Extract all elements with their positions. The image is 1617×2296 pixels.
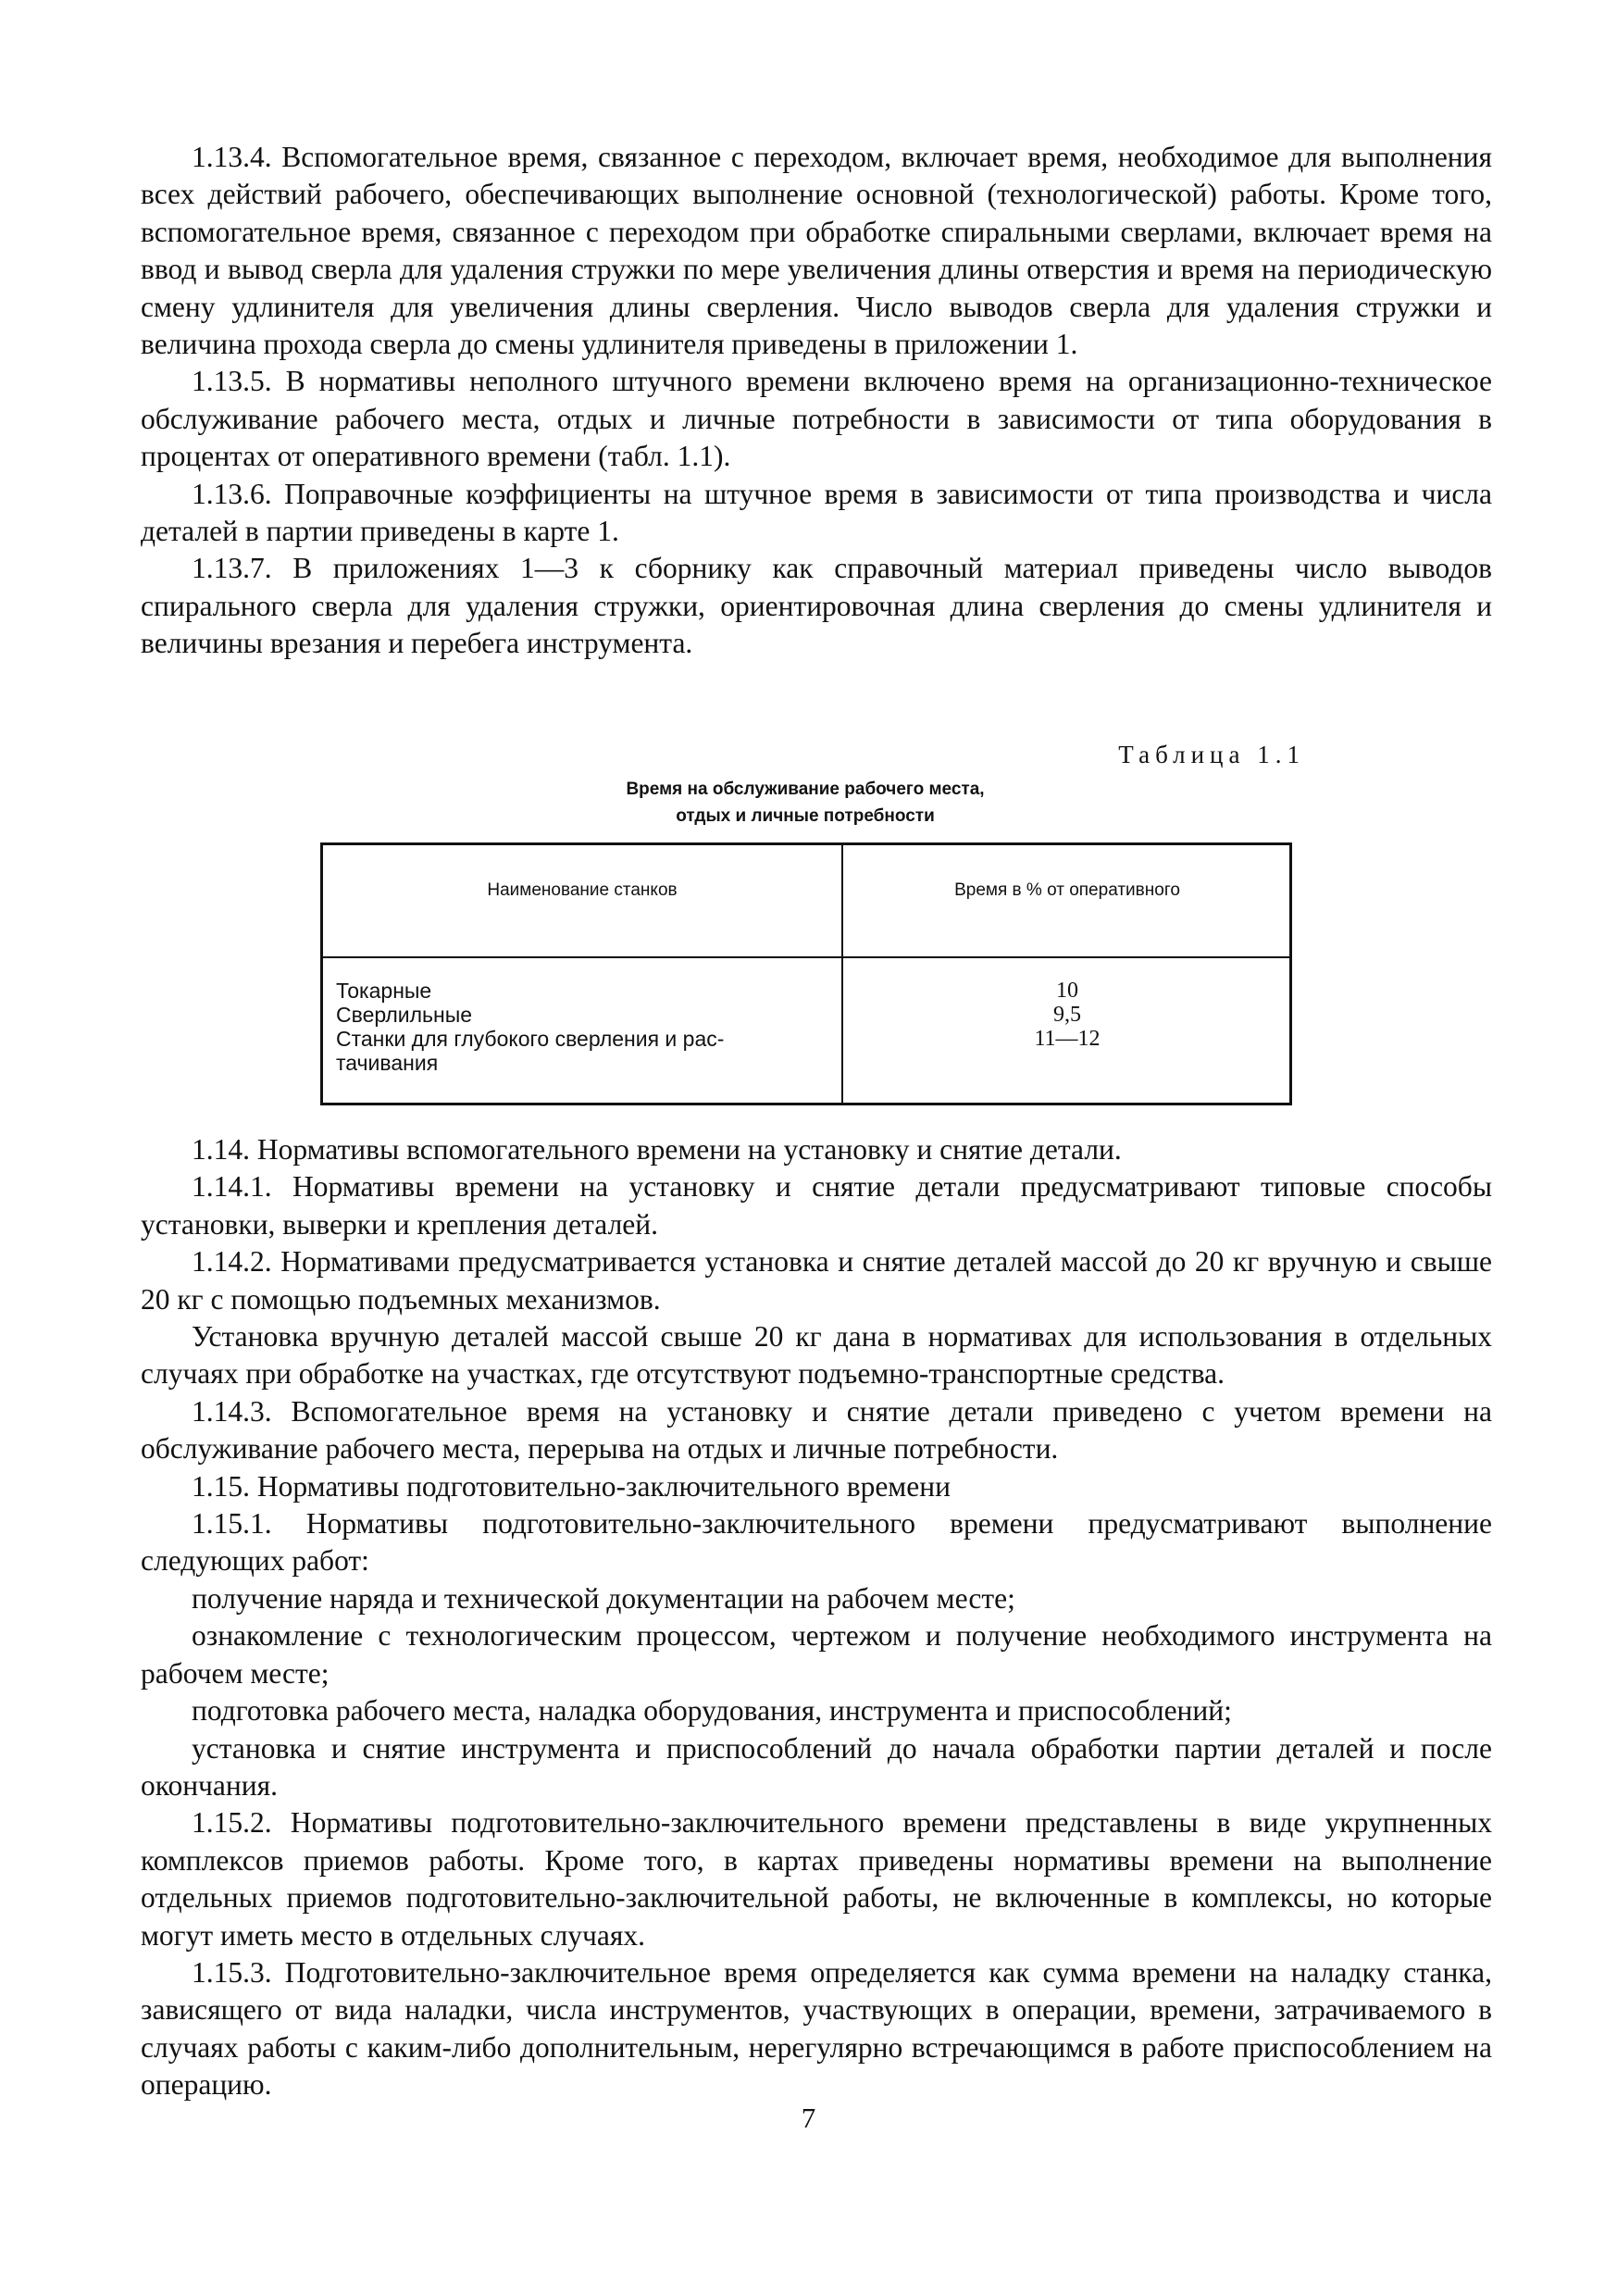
page-number: 7 [801, 2102, 816, 2134]
table-label: Таблица 1.1 [1118, 741, 1305, 768]
paragraph: ознакомление с технологическим процессом, чертежом и получение необходимого инструмента на рабочем месте; [141, 1619, 1492, 1690]
paragraph: 1.14.3. Вспомогательное время на установку и снятие детали приведено с учетом времени на обслуживание рабочего места, перерыва на отдых и личные потребности. [141, 1394, 1492, 1466]
table-header-time-percent: Время в % от оперативного [954, 880, 1180, 900]
paragraph-1-13-4: 1.13.4. Вспомогательное время, связанное с переходом, включает время, необходимое для выполнения всех действий рабочего, обеспечивающих выполнение основной (технологической) работы. Кроме того, вспомогательное время, связанное с переходом при обработке спиральными сверлами, включает время на ввод и вывод сверла для удаления стружки по мере увеличения длины отверстия и время на периодическую смену удлинителя для увеличения длины сверления. Число выводов сверла для удаления стружки и величина прохода сверла до смены удлинителя приведены в приложении 1. [141, 141, 1492, 361]
paragraph: 1.15.2. Нормативы подготовительно-заключительного времени представлены в виде укрупненных комплексов приемов работы. Кроме того, в картах приведены нормативы времени на выполнение отдельных приемов подготовительно-заключительной работы, не включенные в комплексы, но которые могут иметь место в отдельных случаях. [141, 1806, 1492, 1952]
paragraph: получение наряда и технической документации на рабочем месте; [192, 1581, 1015, 1615]
table-machine-names [336, 979, 836, 1075]
table-title [315, 776, 1296, 830]
paragraph: подготовка рабочего места, наладка оборудования, инструмента и приспособлений; [192, 1694, 1232, 1728]
table-time-values [843, 979, 1291, 1051]
paragraph: 1.15.1. Нормативы подготовительно-заключительного времени предусматривают выполнение следующих работ: [141, 1507, 1492, 1578]
paragraph: 1.15.3. Подготовительно-заключительное время определяется как сумма времени на наладку станка, зависящего от вида наладки, числа инструментов, участвующих в операции, времени, затрачиваемого в случаях работы с каким-либо дополнительным, нерегулярно встречающимся в работе приспособлением на операцию. [141, 1955, 1492, 2102]
text-block-bottom [141, 1131, 1492, 2104]
table-cell-time-value: 9,5 [1053, 1003, 1081, 1027]
table-cell-machine-name: Сверлильные [336, 1003, 473, 1027]
paragraph: установка и снятие инструмента и приспособлений до начала обработки партии деталей и после окончания. [141, 1731, 1492, 1802]
table-cell-machine-name-cont: тачивания [336, 1051, 439, 1075]
table-header-machine-name: Наименование станков [487, 880, 678, 900]
paragraph-1-13-6: 1.13.6. Поправочные коэффициенты на штучное время в зависимости от типа производства и числа деталей в партии приведены в карте 1. [141, 477, 1492, 548]
table-cell-machine-name: Станки для глубокого сверления и рас- [336, 1027, 725, 1051]
text-block-top [141, 139, 1492, 663]
table-cell-time-value: 10 [1056, 979, 1078, 1003]
paragraph: 1.14.1. Нормативы времени на установку и снятие детали предусматривают типовые способы установки, выверки и крепления деталей. [141, 1170, 1492, 1241]
table-header-divider [323, 956, 1289, 958]
paragraph: 1.14. Нормативы вспомогательного времени на установку и снятие детали. [192, 1133, 1122, 1166]
paragraph: 1.14.2. Нормативами предусматривается установка и снятие деталей массой до 20 кг вручную и свыше 20 кг с помощью подъемных механизмов. [141, 1245, 1492, 1316]
paragraph-1-13-7: 1.13.7. В приложениях 1—3 к сборнику как справочный материал приведены число выводов спирального сверла для удаления стружки, ориентировочная длина сверления до смены удлинителя и величины врезания и перебега инструмента. [141, 552, 1492, 660]
table-cell-time-value: 11—12 [1034, 1027, 1101, 1051]
service-time-table [320, 842, 1292, 1105]
table-title-line-1: Время на обслуживание рабочего места, [626, 780, 985, 799]
table-cell-machine-name: Токарные [336, 979, 432, 1003]
table-title-line-2: отдых и личные потребности [676, 806, 935, 826]
paragraph: Установка вручную деталей массой свыше 20 кг дана в нормативах для использования в отдельных случаях при обработке на участках, где отсутствуют подъемно-транспортные средства. [141, 1320, 1492, 1391]
paragraph: 1.15. Нормативы подготовительно-заключительного времени [192, 1469, 951, 1503]
paragraph-1-13-5: 1.13.5. В нормативы неполного штучного времени включено время на организационно-техническое обслуживание рабочего места, отдых и личные потребности в зависимости от типа оборудования в процентах от оперативного времени (табл. 1.1). [141, 365, 1492, 473]
